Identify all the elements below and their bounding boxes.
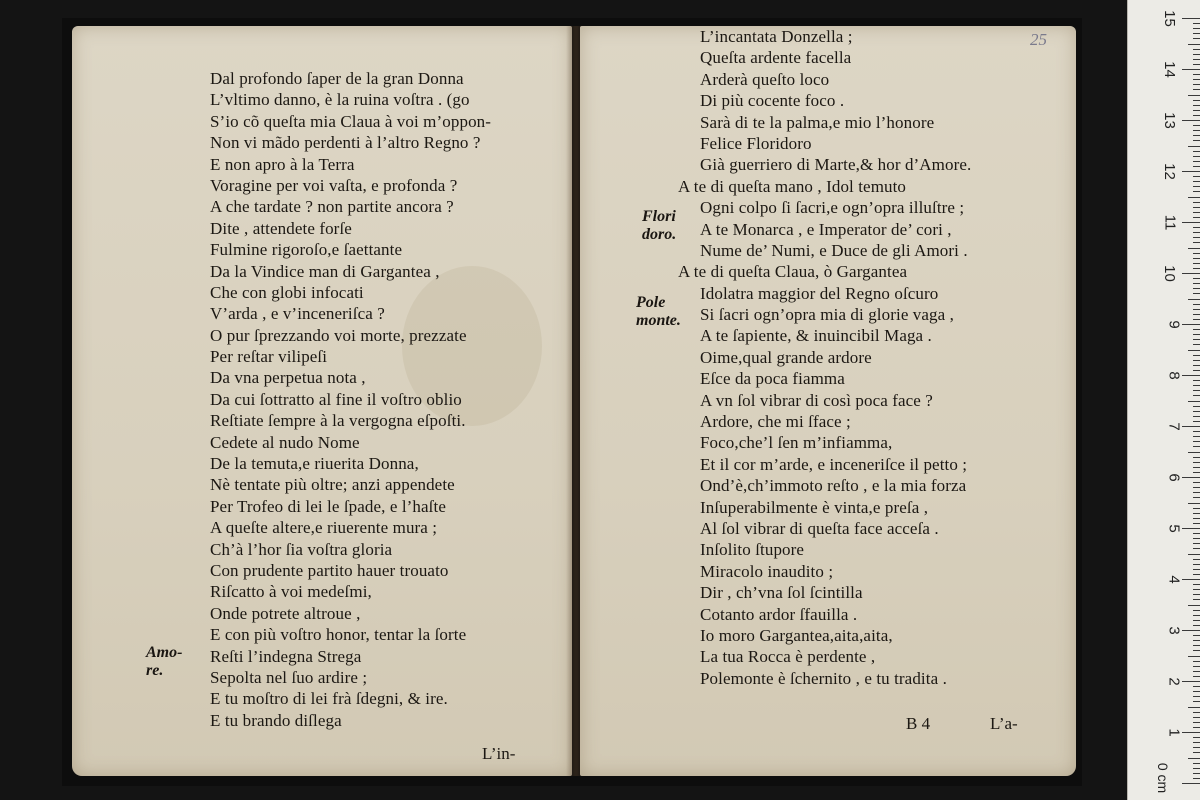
text-line: Felice Floridoro bbox=[700, 133, 812, 153]
ruler-tick bbox=[1193, 135, 1200, 136]
ruler-tick bbox=[1193, 84, 1200, 85]
text-line: A te Monarca , e Imperator de’ cori , bbox=[700, 219, 952, 239]
speaker-label-line: re. bbox=[146, 662, 164, 679]
text-line: Ond’è,ch’immoto reſto , e la mia forza bbox=[700, 476, 967, 496]
text-line: Da vna perpetua nota , bbox=[210, 368, 366, 388]
ruler-tick bbox=[1193, 293, 1200, 294]
ruler-tick bbox=[1193, 635, 1200, 636]
ruler-tick bbox=[1193, 701, 1200, 702]
ruler-tick bbox=[1193, 176, 1200, 177]
ruler-tick bbox=[1193, 242, 1200, 243]
text-line: Di più cocente foco . bbox=[700, 91, 845, 111]
ruler-tick bbox=[1188, 656, 1200, 657]
ruler-tick bbox=[1193, 202, 1200, 203]
ruler-tick bbox=[1193, 181, 1200, 182]
text-line: L’incantata Donzella ; bbox=[700, 27, 853, 46]
ruler-tick bbox=[1193, 339, 1200, 340]
left-page bbox=[72, 26, 572, 776]
text-line: Al ſol vibrar di queſta face acceſa . bbox=[700, 518, 939, 538]
ruler-tick bbox=[1193, 523, 1200, 524]
ruler-tick bbox=[1193, 737, 1200, 738]
text-line: Cotanto ardor ſfauilla . bbox=[700, 604, 858, 624]
ruler-tick bbox=[1193, 217, 1200, 218]
ruler-tick bbox=[1193, 360, 1200, 361]
speaker-label-polemonte bbox=[636, 294, 681, 330]
ruler-tick bbox=[1188, 146, 1200, 147]
text-line: Reſtiate ſempre à la vergogna eſpoſti. bbox=[210, 411, 466, 431]
ruler-tick bbox=[1193, 89, 1200, 90]
ruler-number: 4 bbox=[1165, 575, 1183, 584]
ruler-number: 10 bbox=[1161, 265, 1179, 282]
ruler-tick bbox=[1182, 681, 1200, 682]
speaker-label-line: Pole bbox=[636, 294, 666, 311]
ruler-tick bbox=[1193, 115, 1200, 116]
ruler-tick bbox=[1193, 462, 1200, 463]
ruler-tick bbox=[1182, 783, 1200, 784]
text-line: Si ſacri ogn’opra mia di glorie vaga , bbox=[700, 305, 955, 325]
text-line: Dir , ch’vna ſol ſcintilla bbox=[700, 583, 863, 603]
ruler-tick bbox=[1193, 314, 1200, 315]
text-line: Nè tentate più oltre; anzi appendete bbox=[210, 475, 455, 495]
speaker-label-amore bbox=[146, 644, 182, 680]
text-line: Da cui ſottratto al fine il voſtro oblio bbox=[210, 389, 462, 409]
ruler-tick bbox=[1188, 299, 1200, 300]
ruler-tick bbox=[1188, 95, 1200, 96]
speaker-label-line: Flori bbox=[642, 208, 676, 225]
ruler-tick bbox=[1193, 380, 1200, 381]
ruler-tick bbox=[1193, 237, 1200, 238]
ruler-tick bbox=[1193, 650, 1200, 651]
ruler-tick bbox=[1193, 263, 1200, 264]
right-page-text bbox=[678, 26, 972, 689]
ruler-tick bbox=[1193, 564, 1200, 565]
ruler-tick bbox=[1193, 38, 1200, 39]
ruler-number: 11 bbox=[1161, 214, 1179, 231]
ruler-tick bbox=[1193, 110, 1200, 111]
text-line: Arderà queſto loco bbox=[700, 69, 830, 89]
ruler-number: 5 bbox=[1165, 524, 1183, 533]
ruler-number: 3 bbox=[1165, 626, 1183, 635]
ruler-tick bbox=[1193, 140, 1200, 141]
text-line: E tu brando diſlega bbox=[210, 710, 342, 730]
text-line: Ardore, che mi ſface ; bbox=[700, 412, 851, 432]
ruler-tick bbox=[1182, 579, 1200, 580]
ruler-tick bbox=[1188, 452, 1200, 453]
ruler-tick bbox=[1182, 120, 1200, 121]
ruler-tick bbox=[1188, 707, 1200, 708]
ruler-number: 1 bbox=[1165, 728, 1183, 737]
text-line: Foco,che’l ſen m’infiamma, bbox=[700, 433, 893, 453]
ruler-tick bbox=[1193, 446, 1200, 447]
text-line: A vn ſol vibrar di così poca face ? bbox=[700, 390, 933, 410]
text-line: Che con globi infocati bbox=[210, 282, 364, 302]
measuring-ruler bbox=[1127, 0, 1200, 800]
ruler-tick bbox=[1193, 151, 1200, 152]
ruler-tick bbox=[1193, 661, 1200, 662]
text-line: Cedete al nudo Nome bbox=[210, 432, 360, 452]
ruler-tick bbox=[1193, 390, 1200, 391]
ruler-tick bbox=[1193, 227, 1200, 228]
ruler-tick bbox=[1193, 543, 1200, 544]
catchword: L’in- bbox=[482, 744, 516, 763]
ruler-tick bbox=[1193, 355, 1200, 356]
ruler-tick bbox=[1193, 79, 1200, 80]
speaker-label-floridoro bbox=[642, 208, 676, 244]
ruler-tick bbox=[1193, 727, 1200, 728]
ruler-tick bbox=[1193, 28, 1200, 29]
text-line: V’arda , e v’inceneriſca ? bbox=[210, 304, 385, 324]
ruler-tick bbox=[1193, 518, 1200, 519]
right-page bbox=[580, 26, 1076, 776]
ruler-number: 6 bbox=[1165, 473, 1183, 482]
ruler-tick bbox=[1193, 712, 1200, 713]
ruler-tick bbox=[1182, 171, 1200, 172]
ruler-tick bbox=[1193, 640, 1200, 641]
text-line: Ch’à l’hor ſia voſtra gloria bbox=[210, 539, 393, 559]
ruler-tick bbox=[1193, 778, 1200, 779]
ruler-tick bbox=[1188, 248, 1200, 249]
text-line: Fulmine rigoroſo,e ſaettante bbox=[210, 240, 403, 260]
text-line: Per reſtar vilipeſi bbox=[210, 347, 328, 367]
ruler-tick bbox=[1193, 212, 1200, 213]
ruler-tick bbox=[1193, 747, 1200, 748]
ruler-tick bbox=[1193, 472, 1200, 473]
ruler-tick bbox=[1193, 610, 1200, 611]
ruler-tick bbox=[1193, 370, 1200, 371]
ruler-tick bbox=[1193, 671, 1200, 672]
text-line: Io moro Gargantea,aita,aita, bbox=[700, 625, 893, 645]
ruler-tick bbox=[1193, 268, 1200, 269]
speaker-label-line: Amo- bbox=[146, 644, 183, 661]
text-line: Reſti l’indegna Strega bbox=[210, 646, 362, 666]
ruler-tick bbox=[1193, 329, 1200, 330]
ruler-tick bbox=[1193, 645, 1200, 646]
ruler-tick bbox=[1193, 497, 1200, 498]
text-line: Inſolito ſtupore bbox=[700, 540, 805, 560]
ruler-tick bbox=[1193, 100, 1200, 101]
ruler-tick bbox=[1193, 676, 1200, 677]
ruler-tick bbox=[1193, 421, 1200, 422]
ruler-tick bbox=[1193, 548, 1200, 549]
text-line: Sarà di te la palma,e mio l’honore bbox=[700, 112, 935, 132]
ruler-tick bbox=[1193, 258, 1200, 259]
ruler-number: 2 bbox=[1165, 677, 1183, 686]
text-line: Eſce da poca fiamma bbox=[700, 369, 845, 389]
text-line: E non apro à la Terra bbox=[210, 154, 355, 174]
ruler-tick bbox=[1193, 436, 1200, 437]
text-line: La tua Rocca è perdente , bbox=[700, 647, 876, 667]
ruler-tick bbox=[1193, 686, 1200, 687]
ruler-tick bbox=[1193, 513, 1200, 514]
ruler-tick bbox=[1193, 23, 1200, 24]
ruler-tick bbox=[1193, 625, 1200, 626]
ruler-tick bbox=[1193, 584, 1200, 585]
ruler-tick bbox=[1193, 768, 1200, 769]
text-line: E con più voſtro honor, tentar la ſorte bbox=[210, 625, 467, 645]
ruler-tick bbox=[1193, 533, 1200, 534]
ruler-tick bbox=[1193, 161, 1200, 162]
ruler-tick bbox=[1193, 319, 1200, 320]
ruler-tick bbox=[1182, 18, 1200, 19]
ruler-tick bbox=[1188, 350, 1200, 351]
text-line: E tu moſtro di lei frà ſdegni, & ire. bbox=[210, 689, 448, 709]
text-line: Con prudente partito hauer trouato bbox=[210, 560, 449, 580]
ruler-tick bbox=[1188, 554, 1200, 555]
text-line: Dite , attendete forſe bbox=[210, 218, 352, 238]
ruler-tick bbox=[1182, 630, 1200, 631]
ruler-tick bbox=[1182, 273, 1200, 274]
ruler-tick bbox=[1182, 69, 1200, 70]
ruler-tick bbox=[1193, 574, 1200, 575]
ruler-tick bbox=[1193, 59, 1200, 60]
ruler-tick bbox=[1188, 197, 1200, 198]
ruler-tick bbox=[1182, 375, 1200, 376]
speaker-label-line: monte. bbox=[636, 312, 681, 329]
ruler-tick bbox=[1193, 156, 1200, 157]
ruler-tick bbox=[1188, 605, 1200, 606]
text-line: Polemonte è ſchernito , e tu tradita . bbox=[700, 668, 947, 688]
ruler-tick bbox=[1193, 278, 1200, 279]
ruler-tick bbox=[1193, 615, 1200, 616]
text-line: A te ſapiente, & inuincibil Maga . bbox=[700, 326, 932, 346]
text-line: Nume de’ Numi, e Duce de gli Amori . bbox=[700, 240, 968, 260]
ruler-number: 12 bbox=[1161, 163, 1179, 180]
ruler-tick bbox=[1193, 508, 1200, 509]
page-number: 25 bbox=[1030, 30, 1047, 49]
text-line: A che tardate ? non partite ancora ? bbox=[210, 197, 454, 217]
ruler-tick bbox=[1193, 130, 1200, 131]
ruler-tick bbox=[1193, 492, 1200, 493]
ruler-tick bbox=[1193, 620, 1200, 621]
signature-mark: B 4 bbox=[906, 714, 931, 733]
ruler-tick bbox=[1193, 416, 1200, 417]
text-line: Voragine per voi vaſta, e profonda ? bbox=[210, 175, 458, 195]
ruler-tick bbox=[1193, 186, 1200, 187]
left-page-text bbox=[210, 68, 491, 731]
ruler-tick bbox=[1193, 49, 1200, 50]
text-line: Oime,qual grande ardore bbox=[700, 347, 872, 367]
ruler-tick bbox=[1193, 191, 1200, 192]
ruler-tick bbox=[1193, 125, 1200, 126]
text-line: Onde potrete altroue , bbox=[210, 603, 361, 623]
ruler-tick bbox=[1188, 503, 1200, 504]
ruler-tick bbox=[1193, 599, 1200, 600]
text-line: Dal profondo ſaper de la gran Donna bbox=[210, 69, 464, 88]
text-line: Queſta ardente facella bbox=[700, 48, 852, 68]
ruler-tick bbox=[1193, 64, 1200, 65]
ruler-tick bbox=[1193, 33, 1200, 34]
text-line: Già guerriero di Marte,& hor d’Amore. bbox=[700, 155, 972, 175]
ruler-tick bbox=[1193, 431, 1200, 432]
text-line: Ogni colpo ſi ſacri,e ogn’opra illuſtre ; bbox=[700, 198, 965, 218]
text-line: A queſte altere,e riuerente mura ; bbox=[210, 518, 438, 538]
ruler-tick bbox=[1193, 482, 1200, 483]
ruler-tick bbox=[1193, 385, 1200, 386]
text-line: A te di queſta Claua, ò Gargantea bbox=[678, 262, 908, 282]
ruler-number: 9 bbox=[1165, 320, 1183, 329]
text-line: A te di queſta mano , Idol temuto bbox=[678, 176, 907, 196]
ruler-number: 15 bbox=[1161, 10, 1179, 27]
text-line: Per Trofeo di lei le ſpade, e l’haſte bbox=[210, 496, 446, 516]
speaker-label-line: doro. bbox=[642, 226, 677, 243]
ruler-tick bbox=[1182, 426, 1200, 427]
ruler-tick bbox=[1193, 666, 1200, 667]
ruler-tick bbox=[1193, 773, 1200, 774]
ruler-tick bbox=[1193, 441, 1200, 442]
ruler-tick bbox=[1193, 334, 1200, 335]
ruler-tick bbox=[1193, 344, 1200, 345]
ruler-tick bbox=[1193, 74, 1200, 75]
ruler-tick bbox=[1193, 406, 1200, 407]
catchword: L’a- bbox=[990, 714, 1018, 733]
ruler-tick bbox=[1193, 594, 1200, 595]
text-line: Sepolta nel ſuo ardire ; bbox=[210, 667, 368, 687]
text-line: Riſcatto à voi medeſmi, bbox=[210, 582, 372, 602]
ruler-tick bbox=[1193, 722, 1200, 723]
text-line: L’vltimo danno, è la ruina voſtra . (go bbox=[210, 90, 470, 110]
ruler-tick bbox=[1193, 395, 1200, 396]
text-line: Da la Vindice man di Gargantea , bbox=[210, 261, 440, 281]
ruler-tick bbox=[1193, 742, 1200, 743]
ruler-tick bbox=[1182, 324, 1200, 325]
ruler-tick bbox=[1188, 401, 1200, 402]
ruler-tick bbox=[1193, 309, 1200, 310]
ruler-tick bbox=[1193, 54, 1200, 55]
ruler-tick bbox=[1193, 304, 1200, 305]
ruler-tick bbox=[1182, 222, 1200, 223]
ruler-tick bbox=[1193, 207, 1200, 208]
text-line: De la temuta,e riuerita Donna, bbox=[210, 454, 419, 474]
ruler-tick bbox=[1193, 691, 1200, 692]
text-line: Idolatra maggior del Regno oſcuro bbox=[700, 283, 939, 303]
ruler-tick bbox=[1193, 717, 1200, 718]
ruler-tick bbox=[1193, 752, 1200, 753]
ruler-number: 8 bbox=[1165, 371, 1183, 380]
ruler-tick bbox=[1193, 365, 1200, 366]
ruler-tick bbox=[1182, 528, 1200, 529]
ruler-tick bbox=[1193, 411, 1200, 412]
ruler-tick bbox=[1193, 253, 1200, 254]
ruler-tick bbox=[1193, 232, 1200, 233]
ruler-number: 14 bbox=[1161, 61, 1179, 78]
text-line: Non vi mãdo perdenti à l’altro Regno ? bbox=[210, 133, 481, 153]
ruler-tick bbox=[1193, 696, 1200, 697]
ruler-tick bbox=[1193, 589, 1200, 590]
ruler-tick bbox=[1182, 477, 1200, 478]
ruler-tick bbox=[1193, 538, 1200, 539]
text-line: O pur ſprezzando voi morte, prezzate bbox=[210, 325, 467, 345]
ruler-tick bbox=[1193, 457, 1200, 458]
text-line: Miracolo inaudito ; bbox=[700, 561, 834, 581]
ruler-tick bbox=[1188, 758, 1200, 759]
ruler-tick bbox=[1193, 283, 1200, 284]
ruler-number: 7 bbox=[1165, 422, 1183, 431]
ruler-tick bbox=[1182, 732, 1200, 733]
text-line: Et il cor m’arde, e inceneriſce il petto ; bbox=[700, 454, 968, 474]
ruler-tick bbox=[1193, 467, 1200, 468]
ruler-tick bbox=[1193, 569, 1200, 570]
ruler-tick bbox=[1193, 288, 1200, 289]
ruler-tick bbox=[1193, 166, 1200, 167]
ruler-tick bbox=[1193, 487, 1200, 488]
ruler-number: 13 bbox=[1161, 112, 1179, 129]
ruler-tick bbox=[1188, 44, 1200, 45]
ruler-tick bbox=[1193, 559, 1200, 560]
text-line: S’io cõ queſta mia Claua à voi m’oppon- bbox=[210, 111, 492, 131]
ruler-unit: 0 cm bbox=[1154, 762, 1171, 794]
ruler-tick bbox=[1193, 763, 1200, 764]
text-line: Inſuperabilmente è vinta,e preſa , bbox=[700, 497, 929, 517]
open-book bbox=[62, 18, 1082, 786]
ruler-tick bbox=[1193, 105, 1200, 106]
